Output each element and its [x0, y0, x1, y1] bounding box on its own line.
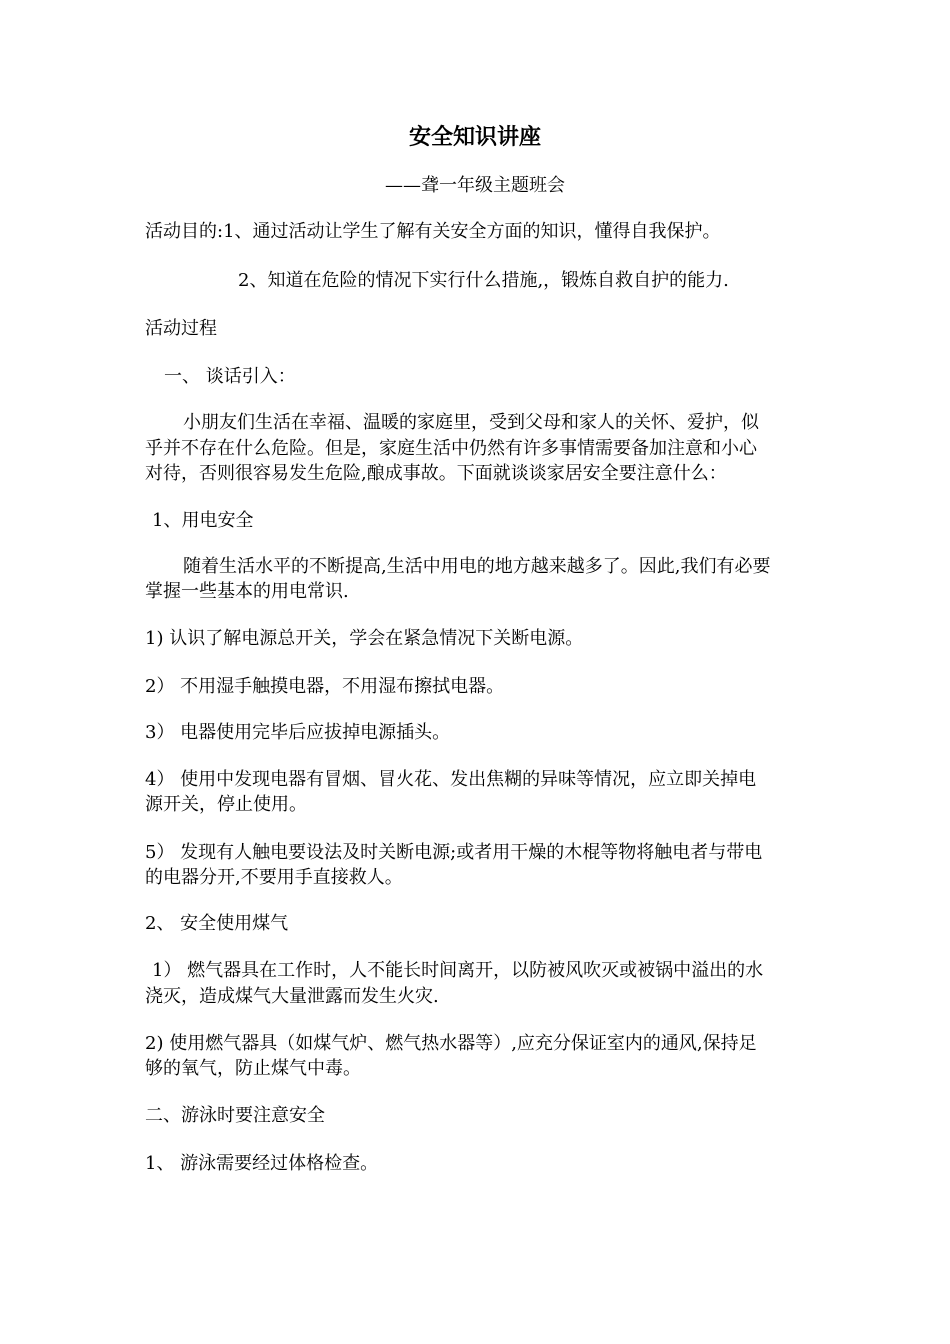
heading-section-one: 一、 谈话引入： — [164, 366, 296, 387]
list-item-electricity-1: 1) 认识了解电源总开关，学会在紧急情况下关断电源。 — [145, 628, 584, 649]
document-subtitle: ——聋一年级主题班会 — [385, 175, 565, 196]
list-item-gas-2-line-2: 够的氧气，防止煤气中毒。 — [145, 1058, 361, 1079]
paragraph-intro-line-1: 小朋友们生活在幸福、温暖的家庭里，受到父母和家人的关怀、爱护，似 — [183, 412, 759, 433]
list-item-electricity-4-line-1: 4） 使用中发现电器有冒烟、冒火花、发出焦糊的异味等情况，应立即关掉电 — [145, 769, 757, 790]
heading-swimming-safety: 二、游泳时要注意安全 — [145, 1105, 325, 1126]
list-item-electricity-4-line-2: 源开关，停止使用。 — [145, 794, 307, 815]
paragraph-intro-line-2: 乎并不存在什么危险。但是，家庭生活中仍然有许多事情需要备加注意和小心 — [145, 438, 757, 459]
paragraph-electricity-line-2: 掌握一些基本的用电常识. — [145, 581, 349, 602]
list-item-gas-1-line-1: 1） 燃气器具在工作时，人不能长时间离开，以防被风吹灭或被锅中溢出的水 — [152, 960, 764, 981]
list-item-gas-2-line-1: 2) 使用燃气器具（如煤气炉、燃气热水器等）,应充分保证室内的通风,保持足 — [145, 1033, 757, 1054]
paragraph-electricity-line-1: 随着生活水平的不断提高,生活中用电的地方越来越多了。因此,我们有必要 — [183, 556, 771, 577]
heading-electricity-safety: 1、用电安全 — [152, 510, 254, 531]
list-item-electricity-5-line-2: 的电器分开,不要用手直接救人。 — [145, 867, 403, 888]
paragraph-activity-purpose-2: 2、知道在危险的情况下实行什么措施,，锻炼自救自护的能力. — [238, 270, 729, 291]
heading-activity-process: 活动过程 — [145, 318, 217, 339]
paragraph-activity-purpose-1: 活动目的:1、通过活动让学生了解有关安全方面的知识，懂得自我保护。 — [145, 221, 721, 242]
list-item-gas-1-line-2: 浇灭，造成煤气大量泄露而发生火灾. — [145, 986, 439, 1007]
list-item-electricity-5-line-1: 5） 发现有人触电要设法及时关断电源;或者用干燥的木棍等物将触电者与带电 — [145, 842, 763, 863]
heading-gas-safety: 2、 安全使用煤气 — [145, 913, 289, 934]
list-item-electricity-3: 3） 电器使用完毕后应拔掉电源插头。 — [145, 722, 451, 743]
list-item-swimming-1: 1、 游泳需要经过体格检查。 — [145, 1153, 379, 1174]
paragraph-intro-line-3: 对待，否则很容易发生危险,酿成事故。下面就谈谈家居安全要注意什么： — [145, 463, 727, 484]
document-title: 安全知识讲座 — [408, 125, 541, 150]
list-item-electricity-2: 2） 不用湿手触摸电器，不用湿布擦拭电器。 — [145, 676, 505, 697]
